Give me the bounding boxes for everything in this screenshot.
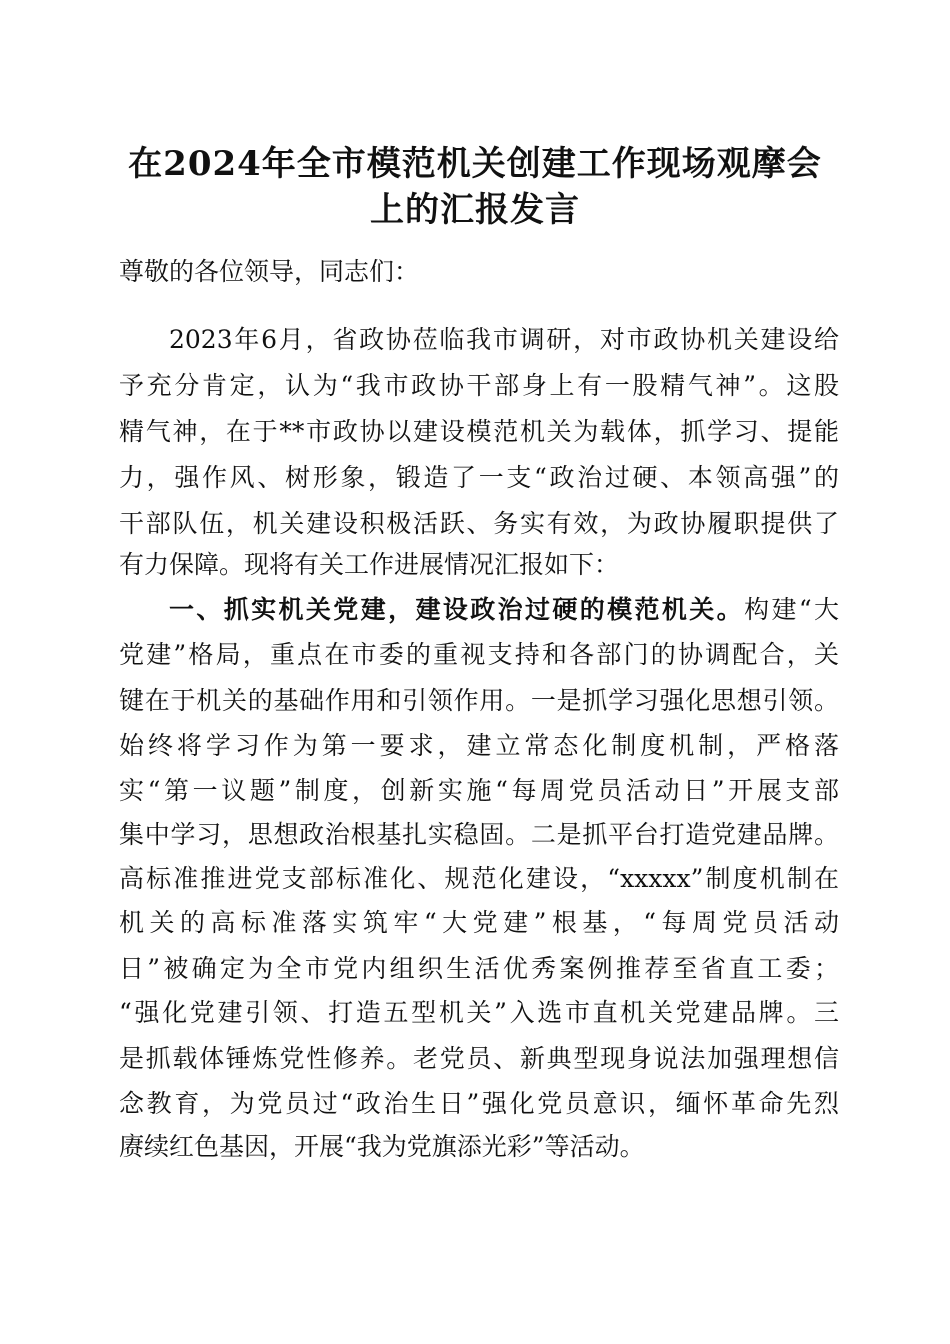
- document-title-line-1: 在2024年全市模范机关创建工作现场观摩会: [128, 144, 822, 184]
- section-heading-line: [169, 593, 839, 627]
- paragraph-line: 实“第一议题”制度，创新实施“每周党员活动日”开展支部: [119, 776, 839, 805]
- paragraph-line: 有力保障。现将有关工作进展情况汇报如下：: [119, 550, 620, 579]
- paragraph-line: 党建”格局，重点在市委的重视支持和各部门的协调配合，关: [119, 640, 839, 669]
- paragraph-line: 机关的高标准落实筑牢“大党建”根基，“每周党员活动: [119, 908, 839, 937]
- paragraph-line: 键在于机关的基础作用和引领作用。一是抓学习强化思想引领。: [119, 686, 839, 715]
- document-title-line-2: 上的汇报发言: [370, 190, 580, 230]
- paragraph-line: 日”被确定为全市党内组织生活优秀案例推荐至省直工委；: [119, 954, 839, 983]
- paragraph-line: 集中学习，思想政治根基扎实稳固。二是抓平台打造党建品牌。: [119, 820, 839, 849]
- paragraph-line: 力，强作风、树形象，锻造了一支“政治过硬、本领高强”的: [119, 463, 839, 492]
- paragraph-line: 高标准推进党支部标准化、规范化建设，“xxxxx”制度机制在: [119, 864, 839, 893]
- paragraph-line: 精气神，在于**市政协以建设模范机关为载体，抓学习、提能: [119, 417, 839, 446]
- paragraph-line: “强化党建引领、打造五型机关”入选市直机关党建品牌。三: [119, 998, 839, 1027]
- paragraph-line: 念教育，为党员过“政治生日”强化党员意识，缅怀革命先烈: [119, 1089, 839, 1118]
- section-heading-rest: 构建“大: [744, 595, 839, 624]
- paragraph-line: 2023年6月，省政协莅临我市调研，对市政协机关建设给: [169, 325, 839, 354]
- paragraph-line: 是抓载体锤炼党性修养。老党员、新典型现身说法加强理想信: [119, 1044, 839, 1073]
- paragraph-line: 予充分肯定，认为“我市政协干部身上有一股精气神”。这股: [119, 371, 839, 400]
- section-heading: 一、抓实机关党建，建设政治过硬的模范机关。: [169, 595, 745, 624]
- paragraph-line: 干部队伍，机关建设积极活跃、务实有效，为政协履职提供了: [119, 509, 839, 538]
- paragraph-line: 始终将学习作为第一要求，建立常态化制度机制，严格落: [119, 731, 839, 760]
- salutation: 尊敬的各位领导，同志们：: [119, 257, 420, 286]
- paragraph-line: 赓续红色基因，开展“我为党旗添光彩”等活动。: [119, 1132, 645, 1161]
